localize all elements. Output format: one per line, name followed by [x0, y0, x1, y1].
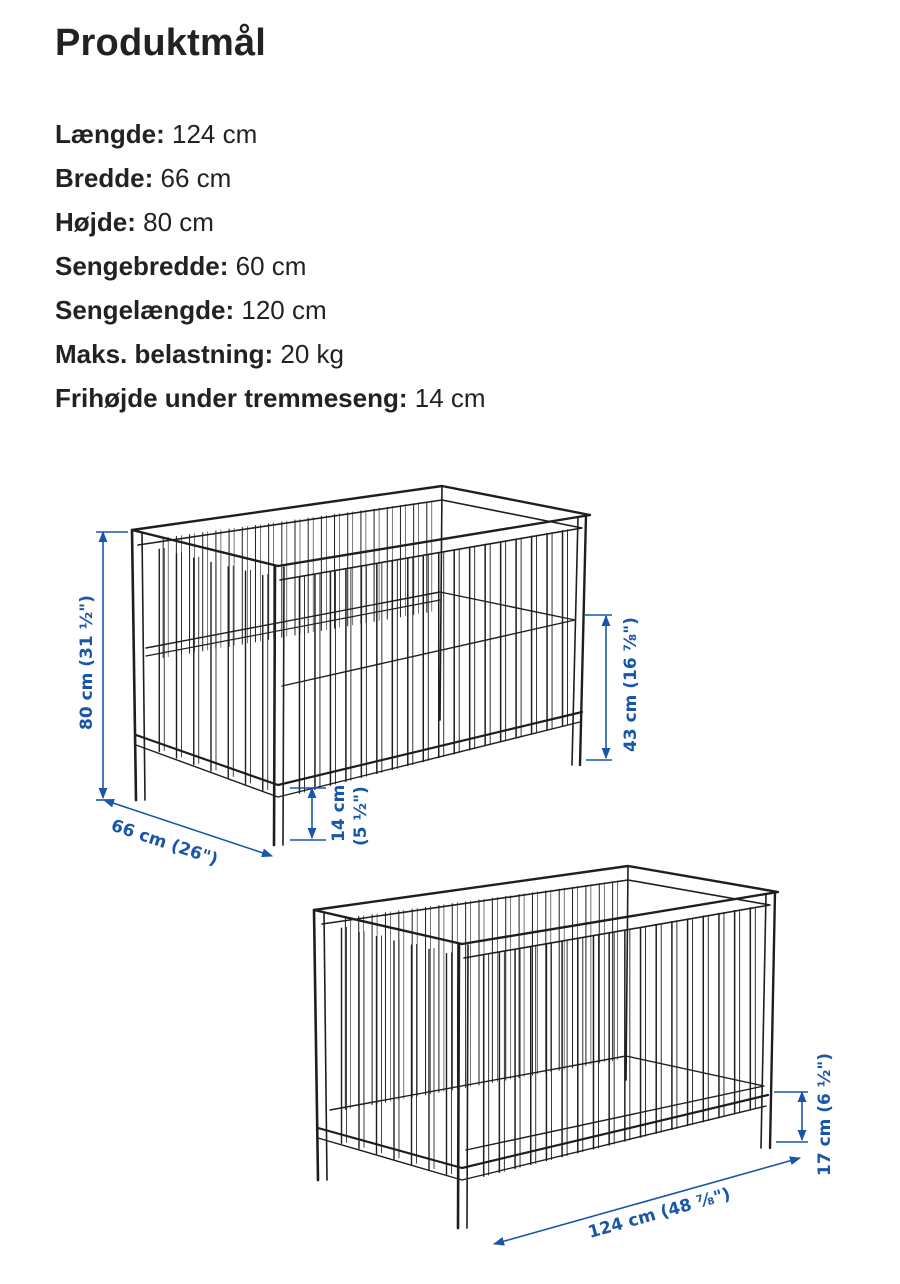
spec-label: Sengelængde: [55, 295, 235, 325]
spec-bed-width [55, 244, 486, 288]
dim-height-total-label: 80 cm (31 ½") [77, 595, 97, 730]
spec-label: Højde: [55, 207, 136, 237]
spec-value: 80 cm [143, 207, 214, 237]
page-title: Produktmål [55, 22, 267, 64]
dim-length-total-label: 124 cm (48 ⅞") [585, 1184, 733, 1243]
spec-value: 66 cm [160, 163, 232, 193]
spec-width [55, 156, 486, 200]
crib-dimension-illustration [0, 470, 900, 1270]
dim-clearance-low-cm-label: 14 cm [329, 784, 349, 842]
spec-max-load [55, 332, 486, 376]
spec-value: 120 cm [241, 295, 327, 325]
dim-mattress-high-label: 43 cm (16 ⅞") [621, 617, 641, 752]
spec-height [55, 200, 486, 244]
spec-value: 20 kg [280, 339, 344, 369]
spec-label: Maks. belastning: [55, 339, 274, 369]
dim-mattress-low-label: 17 cm (6 ½") [815, 1052, 835, 1176]
spec-label: Bredde: [55, 163, 154, 193]
dim-width-total-label: 66 cm (26") [108, 815, 221, 871]
spec-length [55, 112, 486, 156]
spec-clearance [55, 376, 486, 420]
dim-clearance-low-in-label: (5 ½") [351, 786, 371, 846]
spec-value: 124 cm [172, 119, 258, 149]
spec-value: 60 cm [235, 251, 307, 281]
spec-list [55, 112, 486, 420]
spec-label: Længde: [55, 119, 165, 149]
spec-label: Frihøjde under tremmeseng: [55, 383, 408, 413]
spec-label: Sengebredde: [55, 251, 229, 281]
spec-value: 14 cm [414, 383, 486, 413]
crib-low-position-drawing [314, 866, 778, 1228]
spec-bed-length [55, 288, 486, 332]
